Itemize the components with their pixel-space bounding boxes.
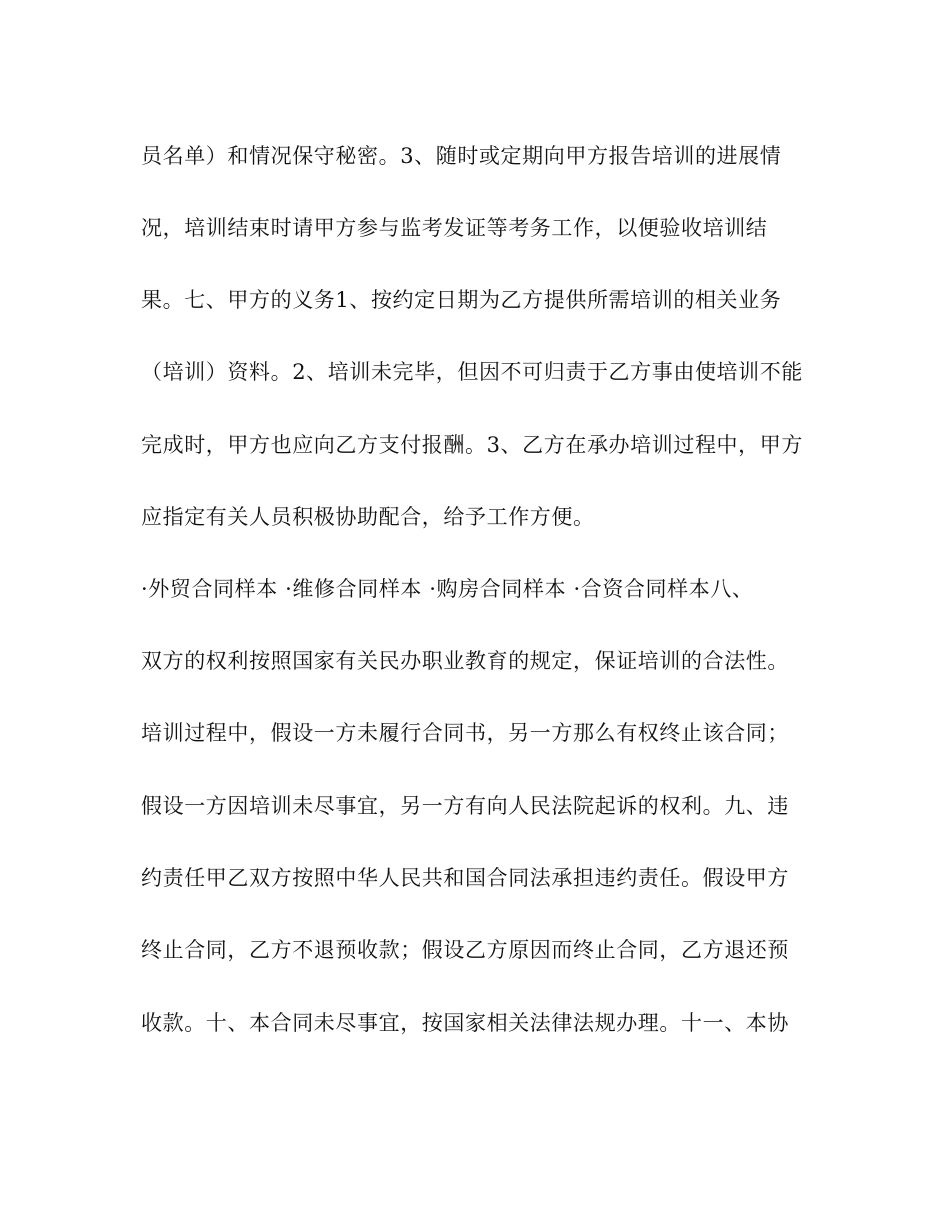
text-line: 完成时，甲方也应向乙方支付报酬。3、乙方在承办培训过程中，甲方 [141,433,803,457]
text-line: 培训过程中，假设一方未履行合同书，另一方那么有权终止该合同； [141,721,789,745]
text-line: （培训）资料。2、培训未完毕，但因不可归责于乙方事由使培训不能 [141,360,803,384]
text-line: 况，培训结束时请甲方参与监考发证等考务工作，以便验收培训结 [141,216,768,240]
text-line: 双方的权利按照国家有关民办职业教育的规定，保证培训的合法性。 [141,649,789,673]
text-line: 员名单）和情况保守秘密。3、随时或定期向甲方报告培训的进展情 [141,144,782,168]
text-line: 假设一方因培训未尽事宜，另一方有向人民法院起诉的权利。九、违 [141,794,789,818]
text-line: 果。七、甲方的义务1、按约定日期为乙方提供所需培训的相关业务 [141,288,782,312]
text-line: 约责任甲乙双方按照中华人民共和国合同法承担违约责任。假设甲方 [141,866,789,890]
text-line: 收款。十、本合同未尽事宜，按国家相关法律法规办理。十一、本协 [141,1011,789,1035]
text-line: ·外贸合同样本 ·维修合同样本 ·购房合同样本 ·合资合同样本八、 [141,577,754,601]
text-line: 应指定有关人员积极协助配合，给予工作方便。 [141,505,595,529]
text-line: 终止合同，乙方不退预收款；假设乙方原因而终止合同，乙方退还预 [141,938,789,962]
